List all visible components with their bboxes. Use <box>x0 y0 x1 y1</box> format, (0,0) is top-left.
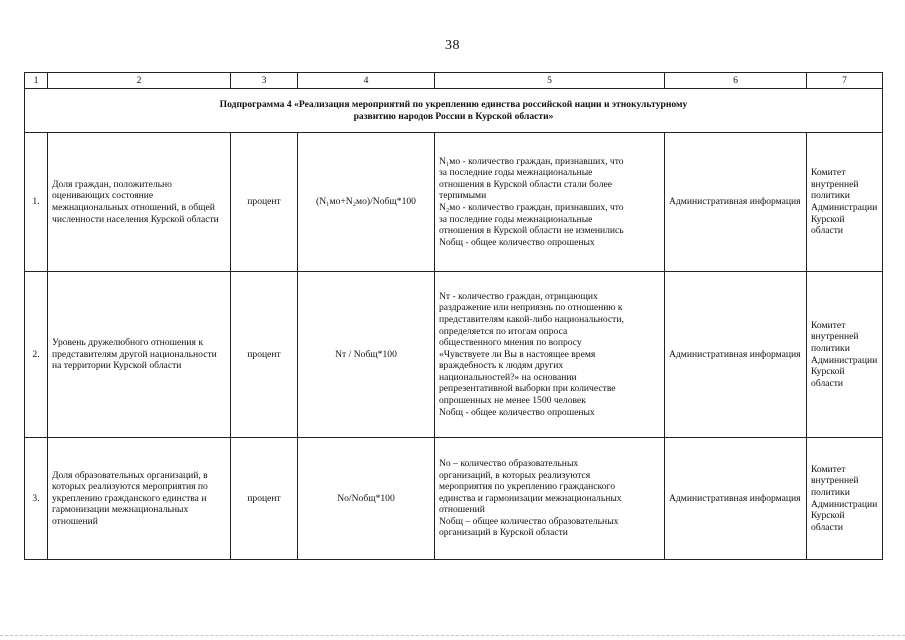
definition-line: репрезентативной выборки при количестве <box>439 383 616 395</box>
indicator-name: Уровень дружелюбного отношения к представителям другой национальности на территории Курской области <box>48 272 231 438</box>
definition-cell <box>435 133 665 272</box>
responsible-cell: Комитет внутренней политики Администрации Курской области <box>807 272 883 438</box>
definition-line: отношения в Курской области стали более <box>439 178 613 190</box>
definition-line: Nобщ - общее количество опрошеных <box>439 406 595 418</box>
column-header: 6 <box>665 73 807 89</box>
definition-line: определяется по итогам опроса <box>439 325 568 337</box>
page-number: 38 <box>445 38 460 53</box>
definition-line: представителям какой-либо национальности, <box>439 313 624 325</box>
row-number: 1. <box>25 133 48 272</box>
definition-line: Nт - количество граждан, отрицающих <box>439 290 598 302</box>
subprogram-title-line: развитию народов России в Курской области» <box>353 110 554 122</box>
column-header: 1 <box>25 73 48 89</box>
responsible-cell: Комитет внутренней политики Администрации Курской области <box>807 438 883 560</box>
definition-line: N₁мо - количество граждан, признавших, что <box>439 155 624 167</box>
indicator-name: Доля граждан, положительно оценивающих состояние межнациональных отношений, в общей численности населения Курской области <box>48 133 231 272</box>
row-number: 2. <box>25 272 48 438</box>
scan-edge-artifact <box>0 635 905 640</box>
unit-cell: процент <box>231 438 298 560</box>
table-row <box>25 438 883 560</box>
definition-line: Nо – количество образовательных <box>439 457 579 469</box>
definition-line: национальностей?» на основании <box>439 371 577 383</box>
source-cell: Административная информация <box>665 133 807 272</box>
definition-line: за последние годы межнациональные <box>439 213 593 225</box>
column-header: 2 <box>48 73 231 89</box>
subprogram-title-row <box>25 89 883 133</box>
unit-cell: процент <box>231 133 298 272</box>
column-header: 4 <box>298 73 435 89</box>
definition-line: Nобщ - общее количество опрошеных <box>439 236 595 248</box>
unit-cell: процент <box>231 272 298 438</box>
definition-line: отношений <box>439 504 485 516</box>
definition-line: N₂мо - количество граждан, признавших, что <box>439 202 624 213</box>
definition-line: мероприятия по укреплению гражданского <box>439 481 616 493</box>
column-header: 3 <box>231 73 298 89</box>
indicator-name: Доля образовательных организаций, в которых реализуются мероприятия по укреплению гражданского единства и гармонизации межнациональных отношений <box>48 438 231 560</box>
subprogram-title-line: Подпрограмма 4 «Реализация мероприятий по укреплению единства российской нации и этнокультурному <box>219 98 688 110</box>
responsible-cell: Комитет внутренней политики Администрации Курской области <box>807 133 883 272</box>
formula-cell: Nт / Nобщ*100 <box>298 272 435 438</box>
column-number-row <box>25 73 883 89</box>
definition-line: «Чувствуете ли Вы в настоящее время <box>439 348 596 360</box>
source-cell: Административная информация <box>665 272 807 438</box>
definition-cell <box>435 272 665 438</box>
definition-line: единства и гармонизации межнациональных <box>439 492 622 504</box>
column-header: 7 <box>807 73 883 89</box>
indicators-table <box>24 72 883 560</box>
definition-cell <box>435 438 665 560</box>
definition-line: за последние годы межнациональные <box>439 167 593 179</box>
definition-line: отношения в Курской области не изменились <box>439 225 624 237</box>
subprogram-title <box>25 89 883 133</box>
definition-line: Nобщ – общее количество образовательных <box>439 515 619 527</box>
definition-line: опрошенных не менее 1500 человек <box>439 395 586 407</box>
formula-cell: (N₁мо+N₂мо)/Nобщ*100 <box>298 133 435 272</box>
column-header: 5 <box>435 73 665 89</box>
definition-line: организаций в Курской области <box>439 527 568 539</box>
table-row <box>25 272 883 438</box>
source-cell: Административная информация <box>665 438 807 560</box>
definition-line: терпимыми <box>439 190 487 202</box>
table-row <box>25 133 883 272</box>
row-number: 3. <box>25 438 48 560</box>
definition-line: организаций, в которых реализуются <box>439 469 591 481</box>
formula-cell: Nо/Nобщ*100 <box>298 438 435 560</box>
definition-line: раздражение или неприязнь по отношению к <box>439 302 623 314</box>
definition-line: общественного мнения по вопросу <box>439 337 582 349</box>
definition-line: враждебность к людям других <box>439 360 564 372</box>
